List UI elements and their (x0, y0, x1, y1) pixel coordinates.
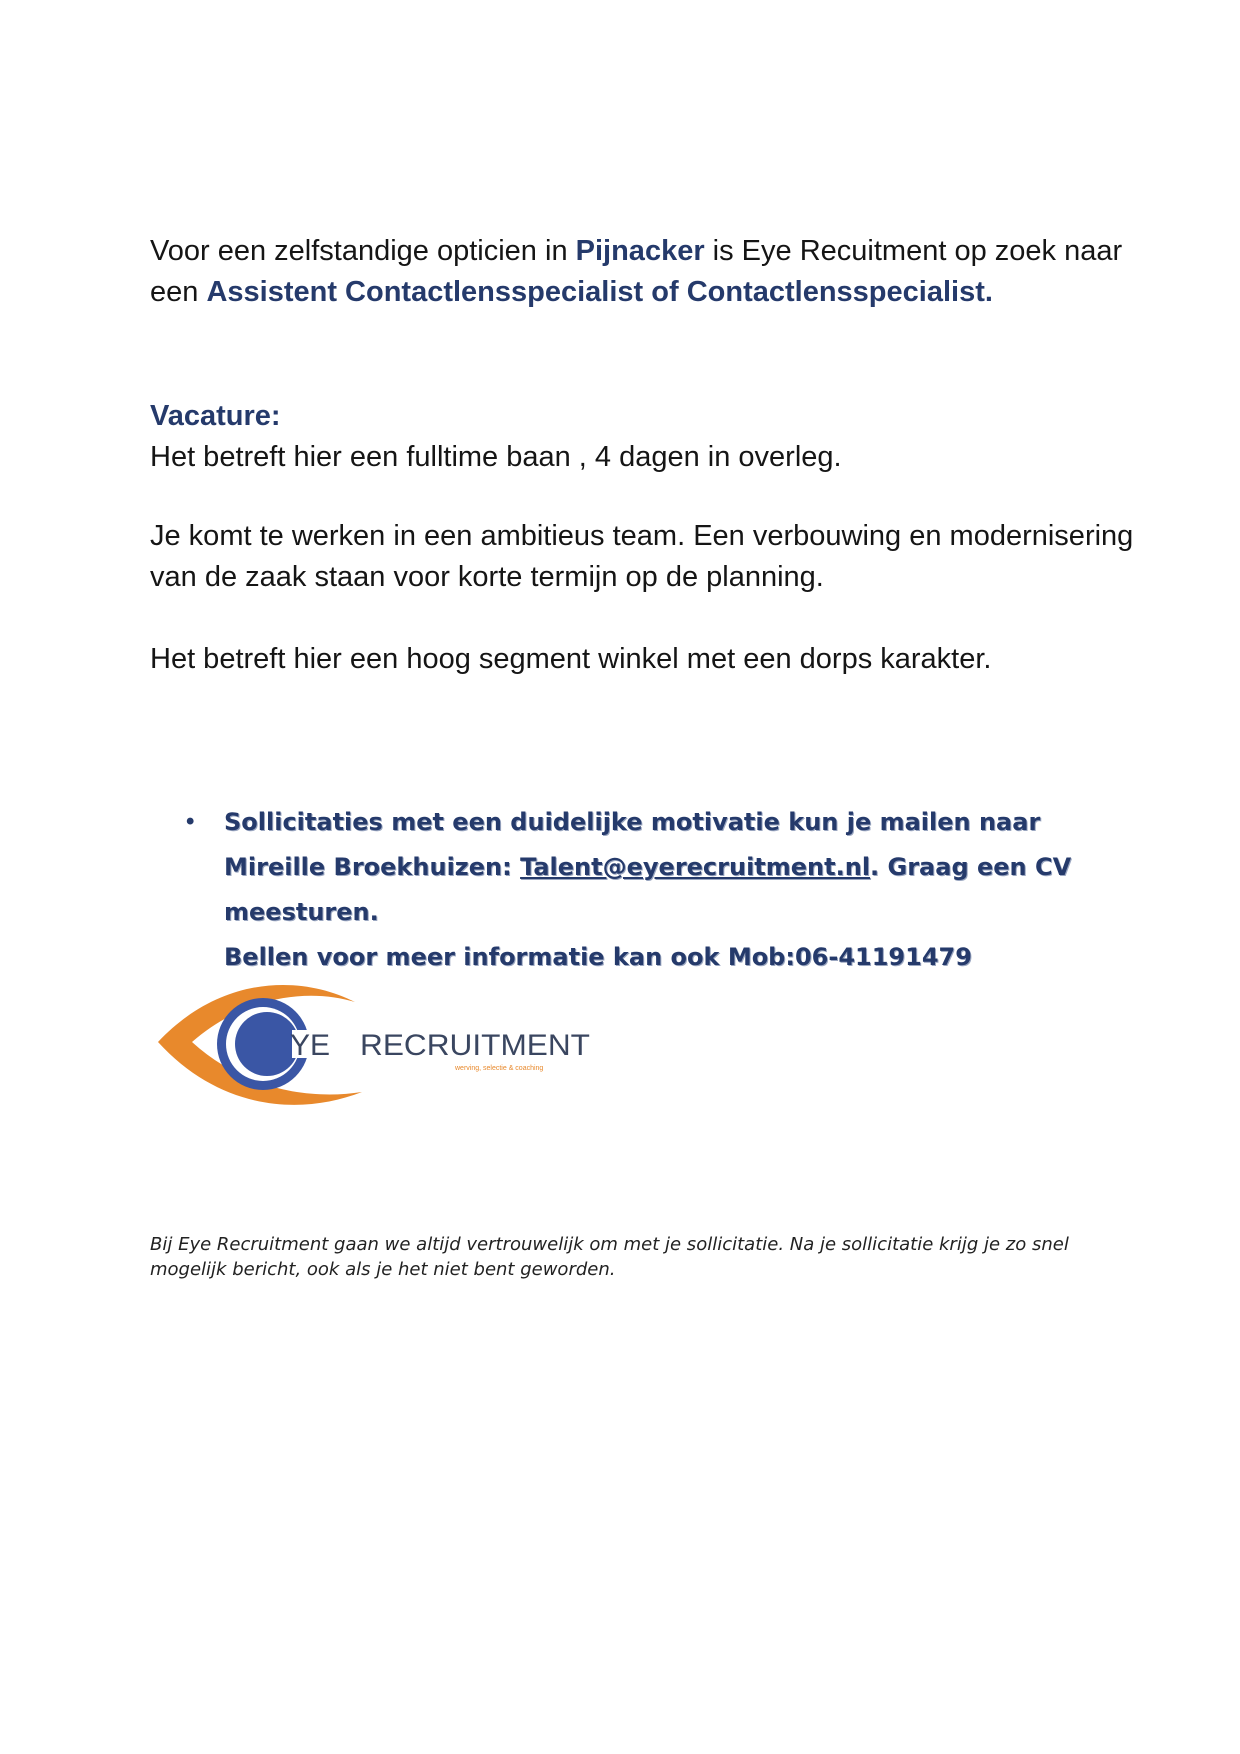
intro-location: Pijnacker (575, 235, 705, 267)
intro-text-2: is Eye Recuitment op zoek naar een (150, 235, 1123, 308)
vacature-paragraph-3: Het betreft hier een hoog segment winkel met een dorps karakter. (150, 643, 992, 675)
apply-instructions (224, 800, 1106, 980)
logo-word-recruitment: RECRUITMENT (360, 1029, 590, 1062)
vacature-heading: Vacature: (150, 400, 281, 432)
email-link[interactable]: Talent@eyerecruitment.nl (520, 853, 871, 881)
apply-list-item (186, 800, 1106, 980)
bullet-icon: • (186, 808, 195, 835)
intro-text-1: Voor een zelfstandige opticien in (150, 235, 576, 267)
disclaimer-text: Bij Eye Recruitment gaan we altijd vertrouwelijk om met je sollicitatie. Na je sollicitatie krijg je zo snel mogelijk bericht, ook als je het niet bent geworden. (150, 1234, 1069, 1280)
intro-position: Assistent Contactlensspecialist of Contactlensspecialist. (206, 276, 993, 308)
logo-word-ye: YE (290, 1029, 331, 1062)
phone-line: Bellen voor meer informatie kan ook Mob:06-41191479 (224, 943, 972, 971)
eye-recruitment-logo (150, 980, 600, 1118)
apply-text-2: . Graag een CV meesturen. (224, 853, 1072, 926)
vacature-paragraph-2: Je komt te werken in een ambitieus team. Een verbouwing en modernisering van de zaak staan voor korte termijn op de planning. (150, 520, 1134, 593)
logo-tagline: werving, selectie & coaching (455, 1065, 544, 1072)
apply-text-1: Sollicitaties met een duidelijke motivatie kun je mailen naar Mireille Broekhuizen: (224, 808, 1041, 881)
intro-paragraph (150, 231, 1150, 313)
vacature-paragraph-1: Het betreft hier een fulltime baan , 4 dagen in overleg. (150, 441, 842, 473)
